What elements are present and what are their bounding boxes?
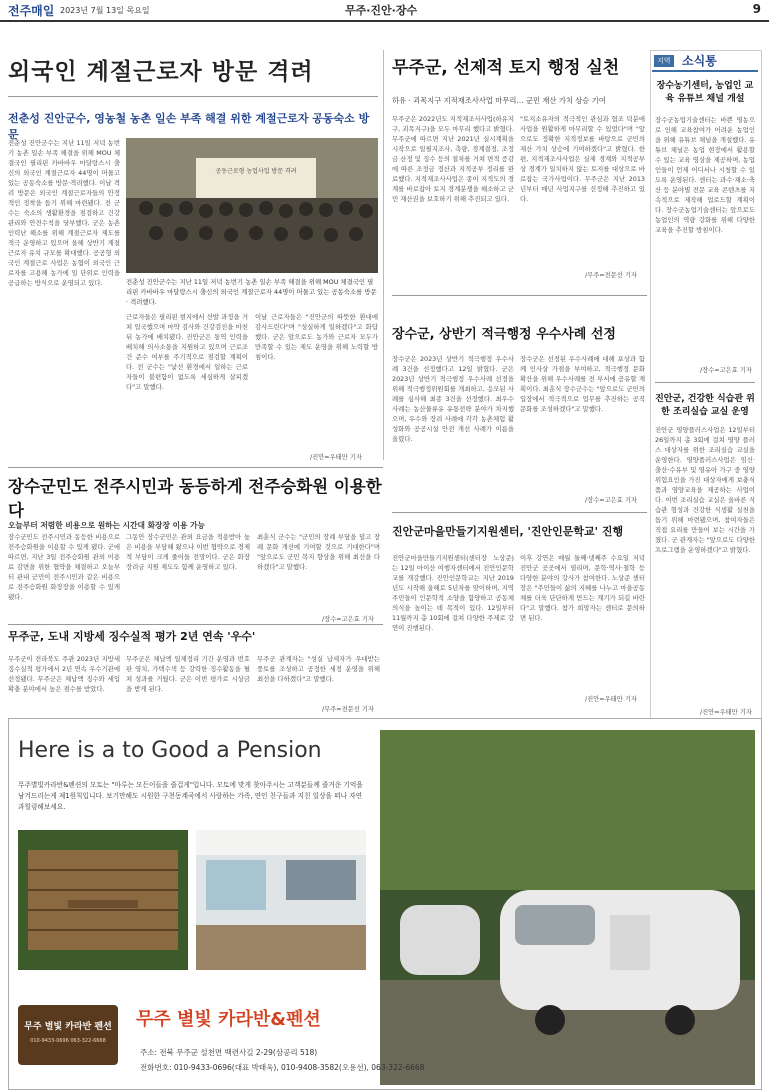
photo-banner: 공동근로형 농업사업 방문 격려: [215, 168, 297, 175]
column-divider: [383, 50, 384, 460]
story3-headline: 장수군, 상반기 적극행정 우수사례 선정: [392, 327, 616, 342]
top-story-byline: /진안=우태만 기자: [310, 454, 362, 461]
story5-body-col2: 이후 강연은 매월 둘째·넷째주 수요일 저녁 진안군 곳곳에서 열리며, 문학·역사·철학 등 다양한 분야의 강사가 참여한다. 노상준 센터장은 "주민들이 삶의 지혜를 나누고 마을공동체를 더욱 단단하게 만드는 계기가 되길 바란다"고 말했다. 참가 희망자는 센터로 문의하면 된다.: [520, 554, 645, 622]
top-story-body-col2: 근로자들은 필리핀 현지에서 선발 과정을 거쳐 입국했으며 마약 검사와 건강검진을 마친 뒤 농가에 배치됐다. 진안군은 통역 인력을 배치해 의사소통을 지원하고 있으며 근로조건 준수 여부를 주기적으로 점검할 계획이다. 전 군수는 "낯선 환경에서 일하는 근로자들이 불편함이 없도록 세심하게 살피겠다"고 말했다.: [126, 313, 248, 391]
ad-logo: [18, 1005, 118, 1065]
sidebar-region-tag: 지역: [654, 55, 674, 67]
divider: [392, 295, 647, 296]
sidebar-item-body: 장수군농업기술센터는 바쁜 영농으로 인해 교육참여가 어려운 농업인을 위해 유튜브 채널을 개설했다. 유튜브 채널은 농업 현장에서 활용할 수 있는 교육 영상을 제공하며, 농업인들이 언제 어디서나 시청할 수 있도록 운영된다. 센터는 과수·채소·축산 등 분야별 전문 교육 콘텐츠를 지속적으로 제작해 업로드할 계획이다. 장수군농업기술센터는 앞으로도 농업인의 역량 강화를 위해 다양한 교육을 추진할 방침이다.: [655, 116, 755, 234]
ad-address: 주소: 전북 무주군 설천면 백련사길 2-29(삼공리 518): [140, 1048, 318, 1057]
story5-byline: /진안=우태만 기자: [585, 696, 637, 703]
section-title: 무주·진안·장수: [345, 4, 418, 17]
top-story-photo: [126, 138, 378, 273]
divider: [655, 382, 755, 383]
story2-body-col1: 무주군은 2022년도 지적재조사사업(하유지구, 괴목지구)을 모두 마무리 했다고 밝혔다. 무주군에 따르면 지난 2021년 실시계획을 시작으로 일필지조사, 측량, 경계결정, 조정금 산정 및 징수 등의 절차를 거쳐 면적 증감에 따른 조정금 정산과 지적공부 정리를 완료했다. 지적재조사사업은 종이 지적도의 경계를 바로잡아 토지 경계분쟁을 해소하고 군민 재산권을 보호하기 위해 추진되고 있다.: [392, 115, 514, 203]
story2-subheadline: 하유 · 괴목지구 지적재조사사업 마무리… 군민 재산 가치 상승 기여: [392, 96, 606, 105]
caravan-illustration: [380, 730, 755, 1085]
story4-subheadline: 오늘부터 저렴한 비용으로 원하는 시간대 화장장 이용 가능: [8, 521, 205, 530]
story4-headline: 장수군민도 전주시민과 동등하게 전주승화원 이용한다: [8, 477, 382, 520]
story3-body-col1: 장수군은 2023년 상반기 적극행정 우수사례 3건을 선정했다고 12일 밝혔다. 군은 2023년 상반기 적극행정 우수사례 선정을 위해 적극행정위원회를 개최하고, 응모된 사례를 심사해 최종 3건을 선정했다. 최우수 사례는 농산물류유 유통전략 분야가 차지했으며, 우수와 장려 사례에 각각 농촌체험 활성화와 공공시설 안전 개선 사례가 이름을 올렸다.: [392, 355, 514, 443]
top-story-caption: 전춘성 진안군수는 지난 11일 저녁 농번기 농촌 일손 부족 해결을 위해 MOU 체결국인 필리핀 카바바우 마달랑스시 출신의 외국인 계절근로자 44명이 머물고 있는 공동숙소를 방문 · 격려했다.: [126, 278, 377, 306]
ad-headline: Here is a to Good a Pension: [18, 738, 322, 763]
ad-photo-deck: [18, 830, 188, 970]
story4-body-col1: 장수군민도 전주시민과 동등한 비용으로 전주승화원을 이용할 수 있게 됐다. 군에 따르면, 지난 3일 전주승화원 관외 이용료 감면을 위한 협약을 체결하고 오늘부터 관내 군민이 전주시민과 같은 비용으로 전주승화원 화장장을 이용할 수 있게 됐다.: [8, 533, 120, 601]
group-photo-illustration: [126, 138, 378, 273]
story6-body-col2: 무주군은 체납액 일제정리 기간 운영과 번호판 영치, 가택수색 등 강력한 징수활동을 펼쳐 성과를 거뒀다. 군은 이번 평가로 시상금을 받게 된다.: [126, 655, 250, 693]
divider: [8, 467, 383, 468]
sidebar-item-byline: /장수=고은효 기자: [700, 367, 752, 374]
sidebar-title: 소식통: [682, 54, 717, 68]
story6-body-col3: 무주군 관계자는 "성실 납세자가 우대받는 풍토를 조성하고 공정한 세정 운영을 위해 최선을 다하겠다"고 말했다.: [257, 655, 380, 683]
story2-byline: /무주=전문선 기자: [585, 272, 637, 279]
interior-illustration: [196, 830, 366, 970]
ad-text: 무주별빛카라반&펜션의 모토는 "마루는 모든이들을 즐겁게"입니다. 모토에 맞게 찾아주시는 고객분들께 즐거운 기억을 남겨드리는게 제1원칙입니다. 보기만해도 시원한 구천동계곡에서 사랑하는 가족, 연인 친구들과 지친 일상을 떠나 자연과힐링해보세요.: [18, 781, 363, 811]
divider: [392, 512, 647, 513]
story5-headline: 진안군마을만들기지원센터, '진안인문학교' 진행: [392, 525, 624, 538]
top-story-subheadline: 전춘성 진안군수, 영농철 농촌 일손 부족 해결 위한 계절근로자 공동숙소 방문: [8, 112, 370, 141]
sidebar-item-title: 장수농기센터, 농업인 교육 유튜브 채널 개설: [656, 81, 754, 104]
top-story-body-col3: 이날 근로자들은 "진안군의 따뜻한 환대에 감사드린다"며 "성실하게 일하겠다"고 화답했다. 군은 앞으로도 농가와 근로자 모두가 만족할 수 있는 제도 운영을 위해 노력할 방침이다.: [255, 313, 378, 361]
ad-photo-interior: [196, 830, 366, 970]
ad-logo-text: 무주 별빛 카라반 펜션: [24, 1022, 112, 1032]
story6-headline: 무주군, 도내 지방세 징수실적 평가 2년 연속 '우수': [8, 630, 256, 643]
story2-body-col2: "토지소유자의 적극적인 관심과 협조 덕분에 사업을 원활하게 마무리할 수 있었다"며 "앞으로도 정확한 지적정보를 바탕으로 군민의 재산 가치 상승에 기여하겠다"고 밝혔다. 한편, 지적재조사사업은 실제 경계와 지적공부상 경계가 일치하지 않는 토지를 대상으로 바로잡는 국가사업이다. 무주군은 지난 2013년부터 매년 사업지구를 선정해 추진하고 있다.: [520, 115, 645, 203]
ad-phone: 전화번호: 010-9433-0696(대표 박태욱), 010-9408-3582(오용선), 063-322-6668: [140, 1063, 425, 1072]
sidebar-item-title: 진안군, 건강한 식습관 위한 조리실습 교실 운영: [655, 394, 755, 417]
divider: [8, 624, 383, 625]
ad-business-name: 무주 별빛 카라반&펜션: [136, 1009, 321, 1030]
story3-byline: /장수=고은효 기자: [585, 497, 637, 504]
page-number: 9: [752, 2, 761, 16]
story6-body-col1: 무주군이 전라북도 주관 2023년 지방세 징수실적 평가에서 2년 연속 우수기관에 선정됐다. 무주군은 체납액 징수와 세입 확충 분야에서 높은 점수를 받았다.: [8, 655, 120, 693]
top-story-body-col1: 전춘성 진안군수는 지난 11일 저녁 농번기 농촌 일손 부족 해결을 위해 MOU 체결국인 필리핀 카바바우 마달랑스시 출신의 외국인 계절근로자 44명이 머물고 있는 공동숙소를 방문·격려했다. 이날 격려 방문은 외국인 계절근로자들의 안정적인 정착을 돕기 위해 마련됐다. 전 군수는 숙소의 생활환경을 점검하고 건강관리와 안전수칙을 당부했다. 군은 농촌 인력난 해소를 위해 계절근로자 제도를 적극 운영하고 있으며 올해 상반기 계절근로자 유치 규모를 확대했다. 공공형 외국인 계절근로 사업은 농협이 외국인 근로자를 고용해 농가에 일 단위로 인력을 공급하는 방식으로 운영되고 있다.: [8, 139, 120, 287]
story6-byline: /무주=전문선 기자: [322, 706, 374, 713]
ad-photo-caravans: [380, 730, 755, 1085]
story4-body-col3: 최훈식 군수는 "군민의 장례 부담을 덜고 장례 문화 개선에 기여할 것으로 기대한다"며 "앞으로도 군민 복지 향상을 위해 최선을 다하겠다"고 말했다.: [257, 533, 380, 571]
top-story-headline: 외국인 계절근로자 방문 격려: [8, 59, 314, 85]
story3-body-col2: 장수군은 선정된 우수사례에 대해 포상과 함께 인사상 가점을 부여하고, 적극행정 문화 확산을 위해 우수사례를 전 부서에 공유할 계획이다. 최훈식 장수군수는 "앞으로도 군민의 입장에서 적극적으로 업무를 추진하는 공직문화를 조성하겠다"고 말했다.: [520, 355, 645, 413]
ad-logo-phone: 010-9433-0696 063-322-6668: [30, 1038, 106, 1044]
sidebar-item-byline: /진안=우태만 기자: [700, 709, 752, 716]
story4-body-col2: 그동안 장수군민은 관외 요금을 적용받아 높은 비용을 부담해 왔으나 이번 협약으로 경제적 부담이 크게 줄어들 전망이다. 군은 화장 장려금 지원 제도도 함께 운영하고 있다.: [126, 533, 250, 571]
ad-contact: [140, 1045, 424, 1075]
story4-byline: /장수=고은효 기자: [322, 616, 374, 623]
divider: [8, 96, 378, 97]
issue-date: 2023년 7월 13일 목요일: [60, 6, 150, 15]
story2-headline: 무주군, 선제적 토지 행정 실천: [392, 58, 620, 78]
sidebar-item-body: 진안군 영양플러스사업은 12일부터 26일까지 총 3회에 걸쳐 영양 플러스 대상자를 위한 조리실습 교실을 운영한다. 영양플러스사업은 임신·출산·수유부 및 영유아 가구 중 영양위험요인을 가진 대상자에게 보충식품과 영양교육을 제공하는 사업이다. 이번 조리실습 교실은 올바른 식습관 형성과 건강한 식생활 실천을 돕기 위해 마련됐으며, 참여자들은 직접 요리를 만들어 보는 시간을 가졌다. 군 관계자는 "앞으로도 다양한 프로그램을 운영하겠다"고 밝혔다.: [655, 426, 755, 554]
story5-body-col1: 진안군마을만들기지원센터(센터장 노상준)는 12일 마이산 여행자센터에서 진안인문학교를 개강했다. 진안인문학교는 지난 2019년도 시작해 올해로 5년차를 맞이하며, 지역주민들이 인문학적 소양을 함양하고 공동체 의식을 높이는 데 목적이 있다. 12일부터 11월까지 총 10회에 걸쳐 다양한 주제로 강연이 진행된다.: [392, 554, 514, 632]
deck-illustration: [18, 830, 188, 970]
newspaper-logo: 전주매일: [8, 4, 55, 18]
